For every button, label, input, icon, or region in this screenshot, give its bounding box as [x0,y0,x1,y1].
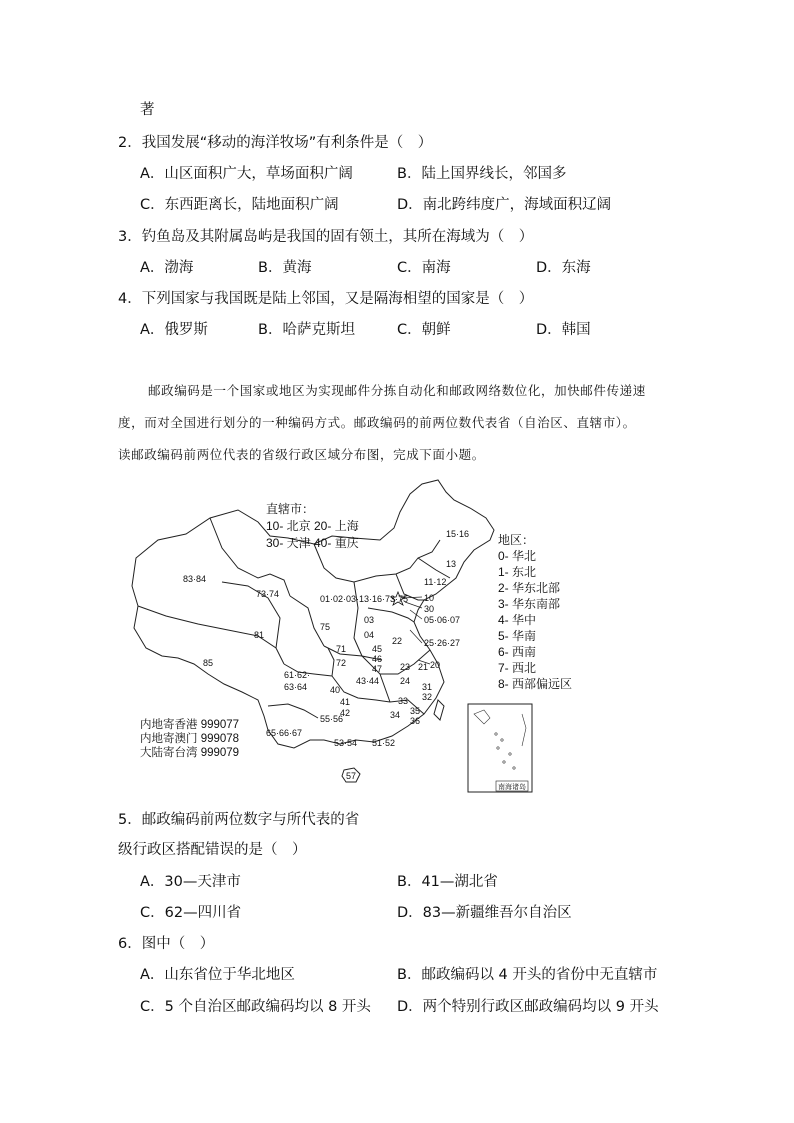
legend-region-2: 2- 华东北部 [498,581,561,595]
postal-code-map [118,478,618,796]
question-2-option-a: A．山区面积广大，草场面积广阔 [140,166,353,182]
code-qinghai: 81 [254,630,265,640]
question-5-option-a: A．30—天津市 [140,874,241,890]
question-6-option-c: C．5 个自治区邮政编码均以 8 开头 [140,999,371,1015]
code-henan2: 24 [400,676,411,686]
code-gansu: 71 [336,644,347,654]
legend-region-8: 8- 西部偏远区 [498,677,573,691]
code-shanxi: 03 [364,615,375,625]
taiwan-outline [434,700,444,720]
code-jiangsu: 25·26·27 [424,638,461,648]
top-fragment: 著 [140,102,155,118]
code-hubei-47: 47 [372,664,383,674]
question-2-option-c: C．东西距离长，陆地面积广阔 [140,197,339,213]
code-guizhou-42: 42 [340,708,351,718]
inset-label: 南海诸岛 [498,784,526,791]
question-3-option-d: D．东海 [536,260,591,276]
code-neimeng: 01·02·03·13·16·73·75 [320,594,409,604]
question-3-option-a: A．渤海 [140,260,194,276]
code-jiangsu2: 21 [418,662,429,672]
code-hubei-46: 46 [372,654,383,664]
code-guizhou-41: 41 [340,697,351,707]
code-hainan: 57 [346,771,357,781]
question-5-option-c: C．62—四川省 [140,905,242,921]
code-beijing: 10 [424,593,435,603]
code-xizang: 85 [203,658,214,668]
question-4-option-a: A．俄罗斯 [140,322,208,338]
code-jiangxi-34: 34 [390,710,401,720]
code-ningxia: 75 [320,622,331,632]
question-2-option-d: D．南北跨纬度广，海域面积辽阔 [397,197,612,213]
code-hubei-45: 45 [372,644,383,654]
question-3-stem: 3．钓鱼岛及其附属岛屿是我国的固有领土，其所在海域为（ ） [118,229,534,245]
legend-region-6: 6- 西南 [498,645,537,659]
code-zhejiang: 31 [422,682,433,692]
code-hunan: 43·44 [356,676,380,686]
question-5-option-d: D．83—新疆维吾尔自治区 [397,905,572,921]
question-3-option-c: C．南海 [397,260,451,276]
question-6-option-b: B．邮政编码以 4 开头的省份中无直辖市 [397,967,658,983]
code-jiangxi-33: 33 [398,696,409,706]
question-5-option-b: B．41—湖北省 [397,874,498,890]
code-chongqing: 40 [330,685,341,695]
code-shanghai: 20 [430,660,441,670]
special-hongkong: 内地寄香港 999077 [140,719,240,731]
pointer-line-05 [410,610,422,619]
code-jilin: 13 [446,559,457,569]
code-fujian-36: 36 [410,716,421,726]
legend-region-1: 1- 东北 [498,565,537,579]
question-5-stem-line-2: 级行政区搭配错误的是（ ） [118,842,307,858]
legend-region-7: 7- 西北 [498,661,537,675]
border-yunnan [268,704,318,718]
legend-region-4: 4- 华中 [498,613,537,627]
code-shaanxi: 72 [336,658,347,668]
code-anhui: 23 [400,662,411,672]
passage-line-2: 度，而对全国进行划分的一种编码方式。邮政编码的前两位数代表省（自治区、直辖市）。 [118,415,636,430]
code-sichuan-b: 63·64 [284,682,308,692]
code-tianjin: 30 [424,604,435,614]
legend-region-3: 3- 华东南部 [498,597,561,611]
legend-region-0: 0- 华北 [498,549,537,563]
question-4-option-b: B．哈萨克斯坦 [258,322,355,338]
passage-line-3: 读邮政编码前两位代表的省级行政区域分布图，完成下面小题。 [118,447,485,462]
border-henan [368,608,414,622]
special-taiwan: 大陆寄台湾 999079 [140,747,240,759]
code-hebei-shandong: 05·06·07 [424,615,461,625]
code-henan: 04 [364,630,375,640]
municipalities-line-2: 30- 天津 40- 重庆 [266,536,359,550]
code-guangxi: 53·54 [334,738,358,748]
question-4-stem: 4．下列国家与我国既是陆上邻国，又是隔海相望的国家是（ ） [118,291,534,307]
code-yunnan2: 55·56 [320,714,344,724]
border-central [328,648,334,676]
code-xinjiang: 83·84 [183,574,207,584]
question-2-stem: 2．我国发展“移动的海洋牧场”有利条件是（ ） [118,135,433,151]
code-fujian-35: 35 [410,706,421,716]
special-macau: 内地寄澳门 999078 [140,733,240,745]
legend-region-5: 5- 华南 [498,629,537,643]
legend-title: 地区： [498,533,535,547]
municipalities-line-1: 10- 北京 20- 上海 [266,519,359,533]
municipalities-title: 直辖市： [266,502,315,516]
border-gansu [290,596,324,646]
question-4-option-d: D．韩国 [536,322,591,338]
question-6-stem: 6．图中（ ） [118,936,215,952]
question-6-option-d: D．两个特别行政区邮政编码均以 9 开头 [397,999,659,1015]
code-sichuan-a: 61·62· [284,670,311,680]
question-4-option-c: C．朝鲜 [397,322,451,338]
code-shandong2: 22 [392,636,403,646]
code-guangdong: 51·52 [372,738,396,748]
question-2-option-b: B．陆上国界线长，邻国多 [397,166,567,182]
code-qinghai-north: 73·74 [256,589,280,599]
question-6-option-a: A．山东省位于华北地区 [140,967,295,983]
code-liaoning: 11·12 [424,577,447,587]
question-3-option-b: B．黄海 [258,260,312,276]
passage-line-1: 邮政编码是一个国家或地区为实现邮件分拣自动化和邮政网络数位化，加快邮件传递速 [148,383,646,398]
question-5-stem-line-1: 5．邮政编码前两位数字与所代表的省 [118,812,360,828]
code-zhejiang2: 32 [422,692,433,702]
code-yunnan: 65·66·67 [266,728,303,738]
code-heilongjiang: 15·16 [446,529,470,539]
